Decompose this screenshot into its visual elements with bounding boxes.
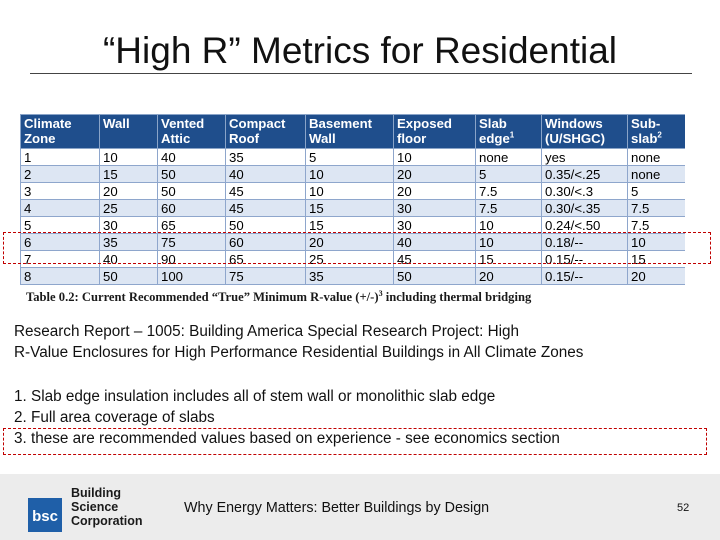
table-row [21,183,686,200]
table-cell: 6 [21,234,100,251]
column-header [476,115,542,149]
table-cell: 5 [21,217,100,234]
caption-text: Current Recommended “True” Minimum R-value (+/-) [81,290,379,305]
table-cell: 3 [21,183,100,200]
table-cell: 50 [158,166,226,183]
table-cell: 5 [628,183,686,200]
table-cell: 1 [21,149,100,166]
table-cell: 20 [394,166,476,183]
table-cell: 10 [306,166,394,183]
column-header [100,115,158,149]
table-cell: 100 [158,268,226,285]
table-cell: 5 [476,166,542,183]
table-cell: 20 [394,183,476,200]
column-header-line-2: Wall [309,131,336,146]
table-cell: 7.5 [628,200,686,217]
table-cell: 45 [394,251,476,268]
slide-title: “High R” Metrics for Residential [102,30,618,71]
logo-line-2: Science [71,500,119,514]
column-header-line-1: Wall [103,116,130,131]
page-number: 52 [677,502,690,514]
caption-label: Table 0.2: [26,290,79,305]
column-header-line-2: Roof [229,131,260,146]
table-cell: 5 [306,149,394,166]
table-cell: 15 [100,166,158,183]
table-cell: 60 [226,234,306,251]
table-cell: 30 [394,200,476,217]
table-cell: 20 [100,183,158,200]
table-cell: 65 [158,217,226,234]
table-cell: 35 [306,268,394,285]
table-cell: 40 [226,166,306,183]
table-cell: 7.5 [628,217,686,234]
table-cell: 7.5 [476,183,542,200]
table-body [21,149,686,285]
table-cell: 10 [476,234,542,251]
column-header-line-1: Slab [479,116,507,131]
column-header [394,115,476,149]
table-cell: 0.15/-- [542,251,628,268]
table-cell: none [628,166,686,183]
table-cell: 25 [100,200,158,217]
column-header-line-1: Compact [229,116,286,131]
footnote-1: 1. Slab edge insulation includes all of stem wall or monolithic slab edge [14,388,496,405]
table-cell: 0.18/-- [542,234,628,251]
bsc-logo [28,486,158,532]
table-cell: 25 [306,251,394,268]
table-cell: 10 [394,149,476,166]
table-cell: 65 [226,251,306,268]
table-cell: 15 [306,217,394,234]
table-cell: 40 [158,149,226,166]
column-header-line-2: edge [479,131,510,146]
logo-mark-text: bsc [32,508,58,525]
column-header [21,115,100,149]
column-header-line-2: slab [631,131,658,146]
footnote-3: 3. these are recommended values based on experience - see economics section [14,430,560,447]
logo-wordmark [71,486,143,528]
table-cell: 2 [21,166,100,183]
table-cell: 15 [306,200,394,217]
table-cell: 10 [628,234,686,251]
slide-footer [0,474,720,540]
research-report-reference [14,321,714,363]
table-cell: 10 [476,217,542,234]
footer-tagline: Why Energy Matters: Better Buildings by Design [184,500,490,516]
table-cell: 40 [394,234,476,251]
logo-line-3: Corporation [71,514,143,528]
table-cell: 7.5 [476,200,542,217]
table-cell: 0.30/<.35 [542,200,628,217]
table-row [21,217,686,234]
table-cell: 0.35/<.25 [542,166,628,183]
table-cell: none [476,149,542,166]
column-header-line-2: floor [397,131,427,146]
footnote-2: 2. Full area coverage of slabs [14,409,215,426]
zone-6-highlight-box [3,232,711,264]
table-row [21,200,686,217]
table-header-row [21,115,686,149]
column-header-line-2: Zone [24,131,56,146]
table-cell: 0.24/<.50 [542,217,628,234]
column-header [628,115,686,149]
column-header [158,115,226,149]
table-cell: 7 [21,251,100,268]
table-cell: 50 [226,217,306,234]
table-cell: 35 [100,234,158,251]
column-header-line-2: (U/SHGC) [545,131,606,146]
column-header [306,115,394,149]
report-line-2: R-Value Enclosures for High Performance Residential Buildings in All Climate Zones [14,344,584,361]
table-cell: 75 [226,268,306,285]
table-cell: 10 [100,149,158,166]
table-cell: 50 [100,268,158,285]
table-cell: 30 [394,217,476,234]
table-cell: 15 [476,251,542,268]
column-header-line-1: Basement [309,116,373,131]
title-underline [30,73,692,74]
table-caption [26,289,706,305]
logo-line-1: Building [71,486,121,500]
table-row [21,268,686,285]
table-cell: none [628,149,686,166]
column-header [226,115,306,149]
table-cell: 45 [226,183,306,200]
column-header-footnote: 2 [657,130,662,140]
table-cell: 4 [21,200,100,217]
table-row [21,149,686,166]
table-cell: 20 [306,234,394,251]
table-cell: 10 [306,183,394,200]
table-cell: yes [542,149,628,166]
column-header-line-1: Vented [161,116,205,131]
column-header-line-1: Sub- [631,116,661,131]
column-header-footnote: 1 [509,130,515,140]
column-header [542,115,628,149]
table-cell: 20 [476,268,542,285]
table-cell: 0.15/-- [542,268,628,285]
table-cell: 75 [158,234,226,251]
table-row [21,166,686,183]
table-cell: 8 [21,268,100,285]
column-header-line-2: Attic [161,131,191,146]
table-cell: 0.30/<.3 [542,183,628,200]
table-cell: 35 [226,149,306,166]
table-cell: 30 [100,217,158,234]
column-header-line-1: Climate [24,116,72,131]
table-cell: 20 [628,268,686,285]
table-cell: 50 [158,183,226,200]
report-line-1: Research Report – 1005: Building America Special Research Project: High [14,323,520,340]
column-header-line-1: Windows [545,116,603,131]
table-cell: 40 [100,251,158,268]
table-cell: 60 [158,200,226,217]
bsc-logo-mark-icon [28,498,62,532]
table-cell: 90 [158,251,226,268]
column-header-line-1: Exposed [397,116,452,131]
table-cell: 15 [628,251,686,268]
table-cell: 50 [394,268,476,285]
caption-superscript: 3 [378,289,383,298]
table-cell: 45 [226,200,306,217]
footnote-3-highlight-box [3,428,707,455]
caption-tail: including thermal bridging [385,290,532,305]
